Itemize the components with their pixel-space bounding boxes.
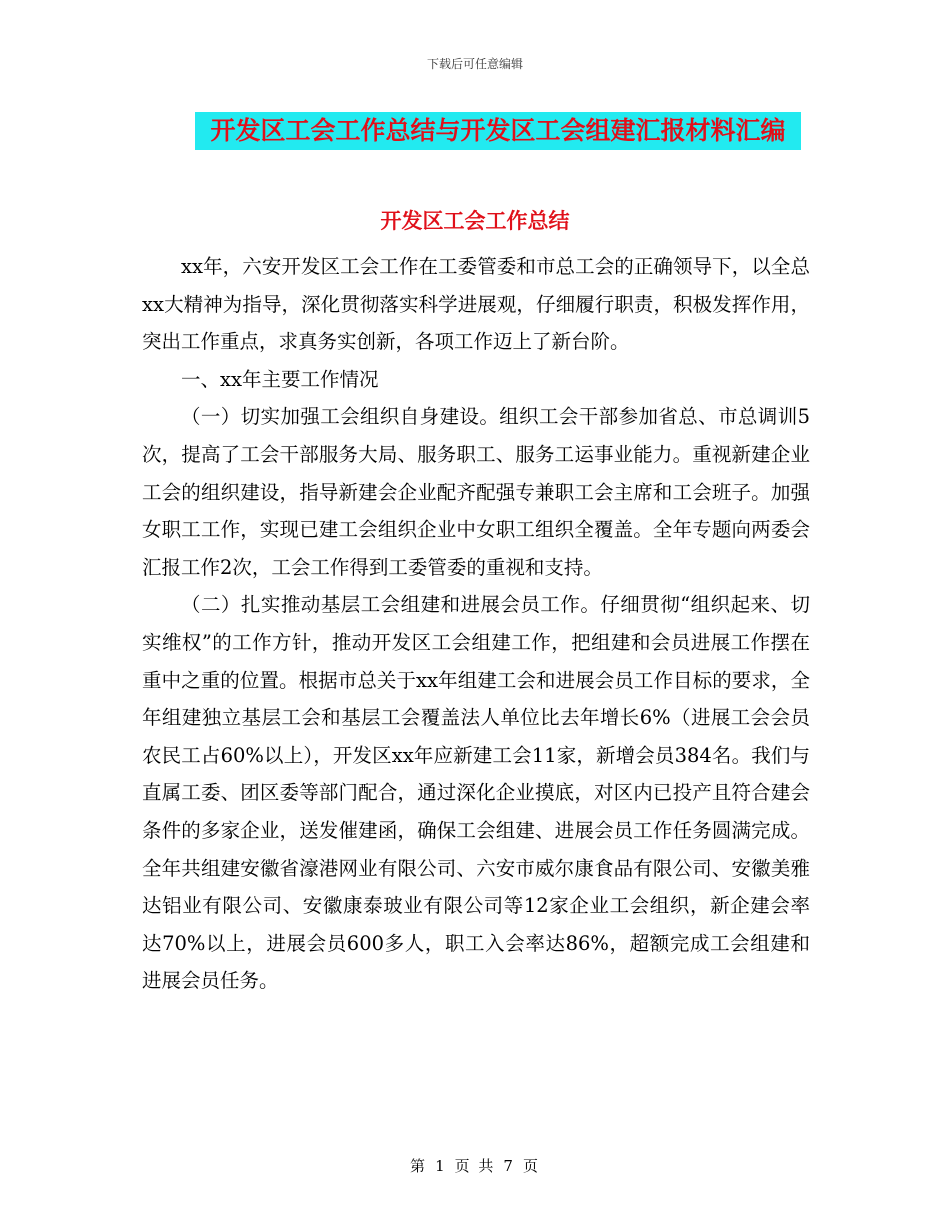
paragraph-section-2: （二）扎实推动基层工会组建和进展会员工作。仔细贯彻“组织起来、切实维权”的工作方针，推动开发区工会组建工作，把组建和会员进展工作摆在重中之重的位置。根据市总关于xx年组建工会和进展会员工作目标的要求，全年组建独立基层工会和基层工会覆盖法人单位比去年增长6%（进展工会会员农民工占60%以上），开发区xx年应新建工会11家，新增会员384名。我们与直属工委、团区委等部门配合，通过深化企业摸底，对区内已投产且符合建会条件的多家企业，送发催建函，确保工会组建、进展会员工作任务圆满完成。全年共组建安徽省濠港网业有限公司、六安市威尔康食品有限公司、安徽美雅达铝业有限公司、安徽康泰玻业有限公司等12家企业工会组织，新企建会率达70%以上，进展会员600多人，职工入会率达86%，超额完成工会组建和进展会员任务。 bbox=[142, 593, 810, 993]
footer-suffix: 页 bbox=[522, 1157, 540, 1175]
document-title: 开发区工会工作总结与开发区工会组建汇报材料汇编 bbox=[195, 112, 801, 150]
header-note: 下载后可任意编辑 bbox=[426, 57, 523, 71]
paragraph-heading-1: 一、xx年主要工作情况 bbox=[181, 367, 379, 391]
section-title: 开发区工会工作总结 bbox=[380, 209, 570, 233]
page-footer bbox=[0, 1155, 950, 1176]
paragraph-section-1: （一）切实加强工会组织自身建设。组织工会干部参加省总、市总调训5次，提高了工会干部服务大局、服务职工、服务工运事业能力。重视新建企业工会的组织建设，指导新建会企业配齐配强专兼职工会主席和工会班子。加强女职工工作，实现已建工会组织企业中女职工组织全覆盖。全年专题向两委会汇报工作2次，工会工作得到工委管委的重视和支持。 bbox=[142, 405, 810, 579]
footer-total-pages: 7 bbox=[503, 1157, 515, 1175]
paragraph-intro: xx年，六安开发区工会工作在工委管委和市总工会的正确领导下，以全总xx大精神为指导，深化贯彻落实科学进展观，仔细履行职责，积极发挥作用，突出工作重点，求真务实创新，各项工作迈上了新台阶。 bbox=[142, 255, 810, 354]
body-text bbox=[142, 248, 810, 1000]
footer-mid: 页 共 bbox=[454, 1157, 496, 1175]
footer-prefix: 第 bbox=[410, 1157, 428, 1175]
footer-page-number: 1 bbox=[435, 1157, 447, 1175]
